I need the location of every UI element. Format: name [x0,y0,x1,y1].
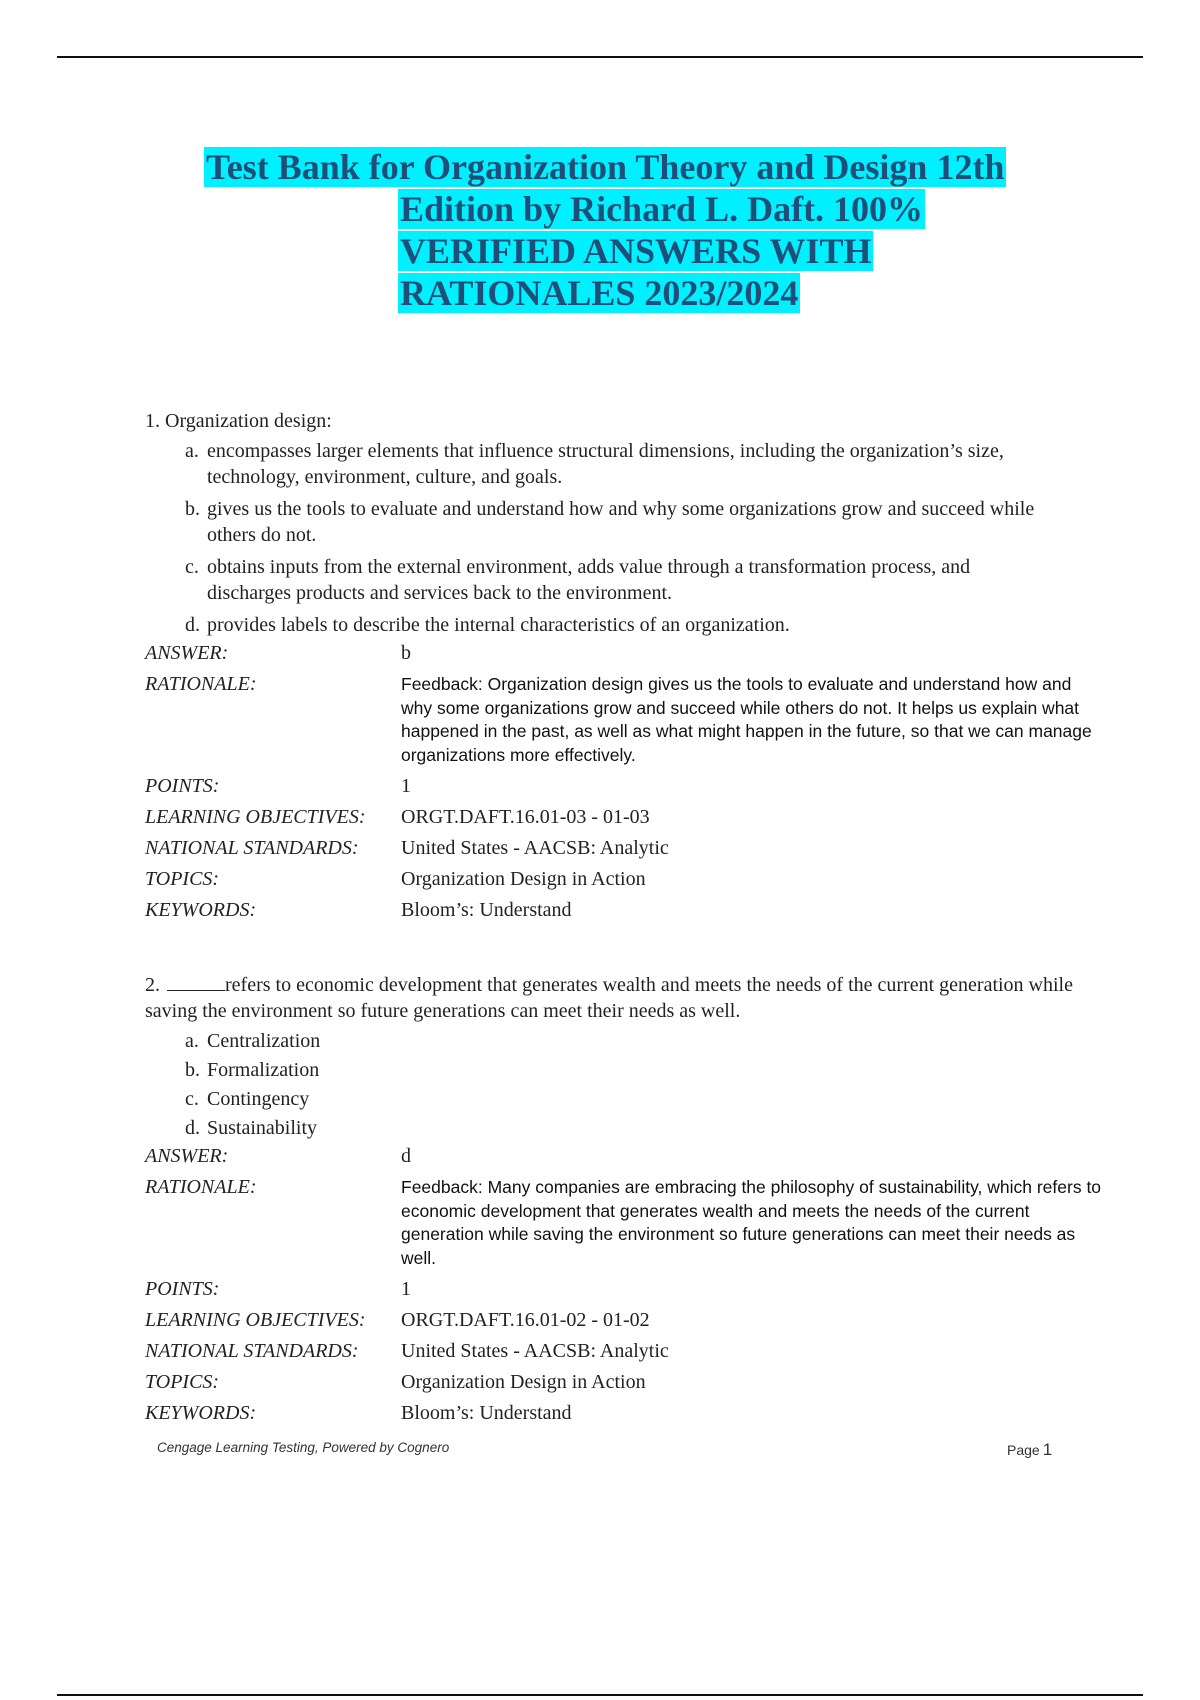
option-letter: d. [185,1117,200,1139]
top-rule [57,56,1143,58]
topics-label: TOPICS: [145,868,220,890]
fill-in-blank [167,974,225,991]
answer-label: ANSWER: [145,642,229,664]
standards-row [145,833,1105,864]
bottom-rule [57,1694,1143,1696]
objectives-label: LEARNING OBJECTIVES: [145,1309,366,1331]
page-label: Page [1007,1442,1040,1458]
page-number [1007,1440,1052,1460]
points-value: 1 [401,775,411,797]
option-b [185,496,1055,548]
question-1 [145,408,1105,926]
question-list [145,408,1105,1429]
option-text: obtains inputs from the external environment, adds value through a transformation process, and discharges products and services back to the environment. [207,556,971,604]
title-line-3: VERIFIED ANSWERS WITH [400,231,872,271]
option-letter: a. [185,440,199,462]
option-text: Centralization [207,1030,321,1052]
option-text: provides labels to describe the internal characteristics of an organization. [207,614,790,636]
option-b [185,1057,1055,1083]
points-value: 1 [401,1278,411,1300]
option-text: Contingency [207,1088,310,1110]
topics-value: Organization Design in Action [401,868,646,890]
question-spacer [145,926,1105,972]
rationale-row [145,1172,1105,1274]
rationale-label: RATIONALE: [145,1176,257,1198]
option-text: gives us the tools to evaluate and understand how and why some organizations grow and succeed while others do not. [207,498,1035,546]
answer-value: d [401,1145,411,1167]
title-line-4: RATIONALES 2023/2024 [400,273,799,313]
question-stem: 1. Organization design: [145,410,332,432]
option-letter: b. [185,1059,200,1081]
objectives-label: LEARNING OBJECTIVES: [145,806,366,828]
question-text: refers to economic development that generates wealth and meets the needs of the current generation while saving the environment so future generations can meet their needs as well. [145,974,1073,1022]
rationale-row [145,669,1105,771]
topics-label: TOPICS: [145,1371,220,1393]
option-d [185,612,1055,638]
keywords-label: KEYWORDS: [145,899,257,921]
answer-label: ANSWER: [145,1145,229,1167]
standards-row [145,1336,1105,1367]
title-line-2: Edition by Richard L. Daft. 100% [400,189,924,229]
objectives-row [145,802,1105,833]
option-letter: c. [185,1088,199,1110]
keywords-label: KEYWORDS: [145,1402,257,1424]
option-a [185,438,1055,490]
rationale-value: Feedback: Organization design gives us the tools to evaluate and understand how and why some organizations grow and succeed while others do not. It helps us explain what happened in the past, as well as what might happen in the future, so that we can manage organizations more effectively. [401,674,1092,765]
option-letter: b. [185,498,200,520]
question-stem [145,972,1105,1024]
option-letter: d. [185,614,200,636]
footer-credit: Cengage Learning Testing, Powered by Cognero [157,1440,450,1455]
option-c [185,1086,1055,1112]
points-label: POINTS: [145,775,220,797]
question-2 [145,972,1105,1429]
option-text: Sustainability [207,1117,317,1139]
standards-label: NATIONAL STANDARDS: [145,1340,359,1362]
option-d [185,1115,1055,1141]
option-letter: a. [185,1030,199,1052]
keywords-value: Bloom’s: Understand [401,899,572,921]
objectives-value: ORGT.DAFT.16.01-02 - 01-02 [401,1309,650,1331]
document-title [0,146,1200,314]
topics-row [145,1367,1105,1398]
answer-row [145,1141,1105,1172]
keywords-row [145,895,1105,926]
option-c [185,554,1055,606]
topics-value: Organization Design in Action [401,1371,646,1393]
option-a [185,1028,1055,1054]
option-letter: c. [185,556,199,578]
topics-row [145,864,1105,895]
objectives-value: ORGT.DAFT.16.01-03 - 01-03 [401,806,650,828]
standards-value: United States - AACSB: Analytic [401,837,669,859]
points-row [145,1274,1105,1305]
keywords-row [145,1398,1105,1429]
option-text: Formalization [207,1059,320,1081]
keywords-value: Bloom’s: Understand [401,1402,572,1424]
rationale-value: Feedback: Many companies are embracing the philosophy of sustainability, which refers to economic development that generates wealth and meets the needs of the current generation while saving the environment so future generations can meet their needs as well. [401,1177,1102,1268]
points-label: POINTS: [145,1278,220,1300]
points-row [145,771,1105,802]
page-number-value: 1 [1042,1440,1053,1459]
answer-value: b [401,642,411,664]
objectives-row [145,1305,1105,1336]
rationale-label: RATIONALE: [145,673,257,695]
answer-row [145,638,1105,669]
standards-label: NATIONAL STANDARDS: [145,837,359,859]
option-text: encompasses larger elements that influence structural dimensions, including the organization’s size, technology, environment, culture, and goals. [207,440,1004,488]
question-number: 2. [145,974,160,996]
title-line-1: Test Bank for Organization Theory and Design 12th [206,147,1005,187]
standards-value: United States - AACSB: Analytic [401,1340,669,1362]
